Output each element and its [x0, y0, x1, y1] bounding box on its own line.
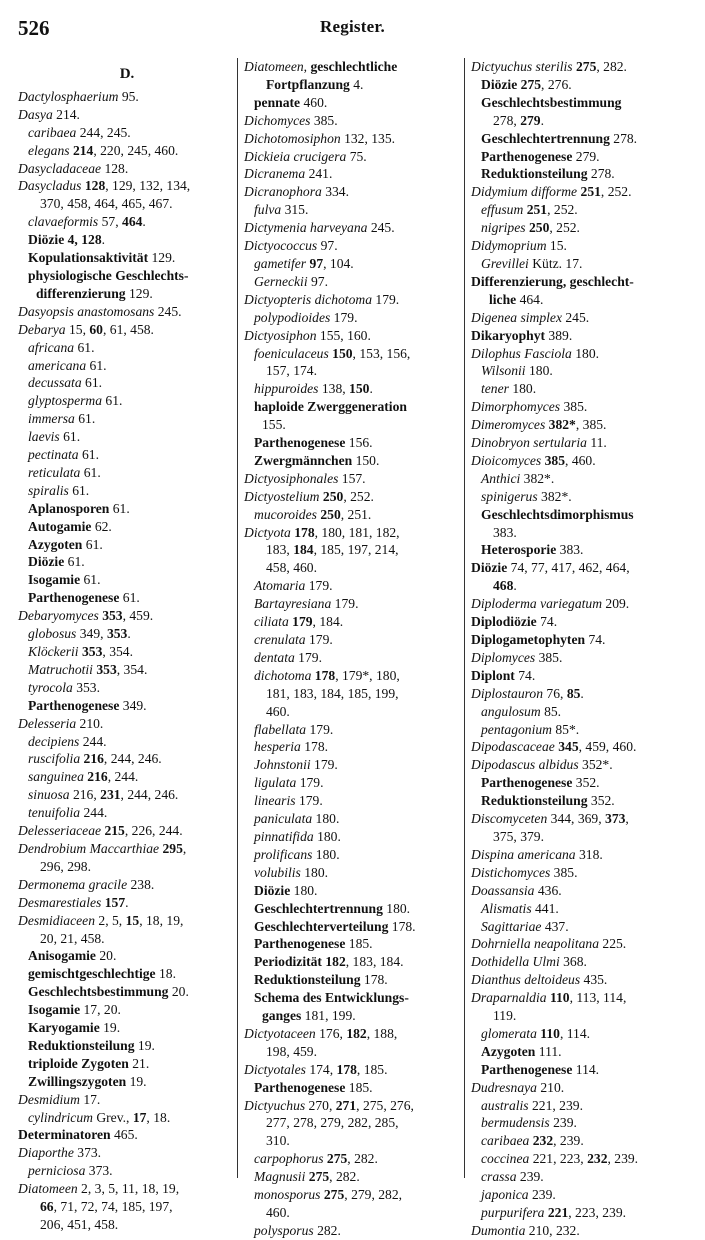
index-entry: Wilsonii 180.: [481, 363, 553, 379]
index-entry: effusum 251, 252.: [481, 202, 578, 218]
index-entry: Diaporthe 373.: [18, 1145, 102, 1161]
index-entry: Discomyceten 344, 369, 373,: [471, 811, 629, 827]
index-entry: gametifer 97, 104.: [254, 255, 354, 271]
index-entry: decipiens 244.: [28, 733, 107, 749]
index-entry: Reduktionsteilung 19.: [28, 1037, 155, 1053]
index-entry: purpurifera 221, 223, 239.: [481, 1205, 627, 1220]
index-entry: spiralis 61.: [28, 482, 90, 498]
index-entry: Determinatoren 465.: [18, 1127, 138, 1143]
index-entry: Parthenogenese 279.: [481, 148, 600, 164]
index-entry: Geschlechtertrennung 180.: [254, 900, 411, 916]
index-entry: Dermonema gracile 238.: [18, 876, 155, 892]
index-entry: Gerneckii 97.: [254, 273, 328, 289]
index-entry: gemischtgeschlechtige 18.: [28, 966, 176, 982]
index-entry: ciliata 179, 184.: [254, 614, 344, 630]
index-entry: Parthenogenese 156.: [254, 435, 373, 451]
index-entry: pennate 460.: [254, 94, 328, 110]
index-entry: mucoroides 250, 251.: [254, 506, 372, 522]
index-entry: Grevillei Kütz. 17.: [481, 255, 583, 271]
index-entry: Dictyuchus 270, 271, 275, 276,: [244, 1097, 414, 1113]
index-entry: caribaea 244, 245.: [28, 124, 131, 140]
index-entry: 277, 278, 279, 282, 285,: [266, 1115, 399, 1131]
index-entry: Geschlechterverteilung 178.: [254, 918, 416, 934]
index-entry: Klöckerii 353, 354.: [28, 644, 133, 659]
index-entry: Geschlechtertrennung 278.: [481, 130, 638, 146]
index-entry: Dasycladaceae 128.: [18, 160, 129, 176]
index-entry: haploide Zwerggeneration: [254, 399, 407, 415]
index-entry: Zwillingszygoten 19.: [28, 1073, 147, 1089]
index-entry: prolificans 180.: [254, 846, 340, 862]
index-entry: Dictyotaceen 176, 182, 188,: [244, 1025, 398, 1041]
index-entry: Dohrniella neapolitana 225.: [471, 936, 627, 952]
index-entry: angulosum 85.: [481, 703, 562, 719]
index-entry: Doassansia 436.: [471, 882, 562, 898]
index-entry: 181, 183, 184, 185, 199,: [266, 685, 399, 701]
index-entry: polysporus 282.: [254, 1222, 341, 1238]
index-entry: hesperia 178.: [254, 739, 329, 755]
index-entry: Diözie 180.: [254, 882, 318, 898]
index-entry: Fortpflanzung 4.: [266, 76, 364, 92]
index-entry: cylindricum Grev., 17, 18.: [28, 1109, 171, 1125]
index-entry: foeniculaceus 150, 153, 156,: [254, 345, 411, 361]
index-entry: Isogamie 17, 20.: [28, 1002, 121, 1018]
index-entry: Dimorphomyces 385.: [471, 399, 588, 415]
index-entry: americana 61.: [28, 357, 107, 373]
index-entry: nigripes 250, 252.: [481, 220, 580, 236]
index-entry: Dichomyces 385.: [244, 112, 338, 128]
index-entry: 66, 71, 72, 74, 185, 197,: [40, 1199, 173, 1215]
page-header: [0, 0, 705, 48]
index-entry: Dactylosphaerium 95.: [18, 88, 139, 104]
index-entry: 278, 279.: [493, 112, 544, 128]
index-entry: crenulata 179.: [254, 632, 333, 647]
index-entry: 458, 460.: [266, 560, 317, 576]
section-letter: D.: [119, 66, 135, 82]
index-entry: volubilis 180.: [254, 864, 329, 880]
index-entry: Dioicomyces 385, 460.: [471, 452, 596, 468]
index-entry: Isogamie 61.: [28, 572, 101, 588]
index-entry: tyrocola 353.: [28, 679, 100, 695]
index-entry: Delesseria 210.: [18, 715, 104, 731]
index-entry: Diplont 74.: [471, 667, 536, 683]
running-head: Register.: [320, 17, 385, 36]
index-entry: Desmarestiales 157.: [18, 894, 129, 910]
index-entry: Dictyosiphonales 157.: [244, 470, 366, 486]
index-entry: Draparnaldia 110, 113, 114,: [471, 990, 627, 1006]
index-entry: hippuroides 138, 150.: [254, 381, 373, 397]
index-entry: Azygoten 61.: [28, 536, 103, 552]
index-entry: Geschlechtsdimorphismus: [481, 506, 634, 522]
index-entry: 460.: [266, 1205, 290, 1220]
index-entry: flabellata 179.: [254, 721, 334, 737]
index-entry: Dicranema 241.: [244, 166, 333, 182]
index-entry: Alismatis 441.: [481, 900, 559, 916]
index-entry: linearis 179.: [254, 793, 323, 809]
index-entry: Dasycladus 128, 129, 132, 134,: [18, 178, 191, 194]
index-entry: Dicranophora 334.: [244, 184, 349, 200]
index-entry: Schema des Entwicklungs-: [254, 990, 409, 1006]
index-entry: crassa 239.: [481, 1169, 544, 1185]
index-entry: 206, 451, 458.: [40, 1217, 119, 1232]
index-entry: australis 221, 239.: [481, 1097, 583, 1113]
index-entry: Bartayresiana 179.: [254, 596, 359, 612]
index-entry: Dianthus deltoideus 435.: [471, 972, 608, 988]
index-entry: globosus 349, 353.: [28, 626, 131, 642]
index-entry: tenuifolia 244.: [28, 805, 108, 821]
index-entry: differenzierung 129.: [36, 285, 153, 301]
index-entry: Dispina americana 318.: [471, 846, 603, 862]
index-entry: caribaea 232, 239.: [481, 1133, 584, 1149]
index-entry: perniciosa 373.: [28, 1163, 113, 1179]
index-entry: 296, 298.: [40, 858, 91, 874]
index-entry: Diplogametophyten 74.: [471, 632, 606, 647]
index-entry: Dikaryophyt 389.: [471, 327, 573, 343]
index-entry: ganges 181, 199.: [262, 1008, 356, 1024]
index-entry: Dictymenia harveyana 245.: [244, 220, 395, 236]
index-entry: Diözie 275, 276.: [481, 76, 572, 92]
index-entry: Diözie 4, 128.: [28, 232, 106, 248]
index-entry: Dictyota 178, 180, 181, 182,: [244, 524, 400, 540]
index-entry: Dumontia 210, 232.: [471, 1222, 580, 1238]
index-entry: Dothidella Ulmi 368.: [471, 954, 587, 970]
index-entry: paniculata 180.: [254, 811, 340, 827]
index-entry: Diplomyces 385.: [471, 649, 563, 665]
index-entry: Diatomeen, geschlechtliche: [244, 59, 398, 74]
index-entry: Distichomyces 385.: [471, 864, 578, 880]
index-entry: Anthici 382*.: [481, 470, 555, 486]
index-entry: 468.: [493, 578, 517, 594]
index-entry: elegans 214, 220, 245, 460.: [28, 142, 179, 158]
index-entry: pentagonium 85*.: [481, 721, 580, 737]
index-entry: immersa 61.: [28, 411, 96, 427]
index-entry: ligulata 179.: [254, 775, 324, 791]
index-column-2: [244, 58, 464, 1240]
index-entry: Didymium difforme 251, 252.: [471, 184, 632, 200]
index-entry: Dictyococcus 97.: [244, 238, 338, 254]
index-entry: 198, 459.: [266, 1043, 317, 1059]
index-entry: Diatomeen 2, 3, 5, 11, 18, 19,: [18, 1181, 180, 1197]
index-entry: physiologische Geschlechts-: [28, 267, 189, 283]
column-divider: [464, 58, 465, 1178]
index-entry: dichotoma 178, 179*, 180,: [254, 667, 400, 683]
index-entry: Parthenogenese 352.: [481, 775, 600, 791]
index-entry: Dinobryon sertularia 11.: [471, 435, 607, 451]
index-entry: Periodizität 182, 183, 184.: [254, 954, 404, 970]
index-entry: Dasya 214.: [18, 106, 80, 122]
index-entry: 183, 184, 185, 197, 214,: [266, 542, 399, 558]
index-entry: Heterosporie 383.: [481, 542, 584, 558]
index-entry: carpophorus 275, 282.: [254, 1151, 378, 1167]
index-entry: 157, 174.: [266, 363, 317, 379]
index-entry: pectinata 61.: [28, 447, 99, 463]
index-entry: sanguinea 216, 244.: [28, 769, 139, 785]
index-entry: Delesseriaceae 215, 226, 244.: [18, 823, 183, 839]
index-entry: reticulata 61.: [28, 464, 101, 480]
index-entry: pinnatifida 180.: [254, 828, 341, 844]
index-entry: Zwergmännchen 150.: [254, 452, 380, 468]
index-entry: Parthenogenese 185.: [254, 936, 373, 952]
index-entry: Geschlechtsbestimmung 20.: [28, 984, 189, 1000]
index-entry: Autogamie 62.: [28, 518, 112, 534]
index-entry: Dasyopsis anastomosans 245.: [18, 303, 182, 319]
index-entry: Azygoten 111.: [481, 1043, 562, 1059]
index-entry: clavaeformis 57, 464.: [28, 214, 146, 230]
index-entry: Johnstonii 179.: [254, 757, 338, 773]
index-entry: Diözie 61.: [28, 554, 85, 570]
index-entry: monosporus 275, 279, 282,: [254, 1187, 403, 1203]
index-entry: tener 180.: [481, 381, 537, 397]
index-entry: Digenea simplex 245.: [471, 309, 590, 325]
index-entry: 310.: [266, 1133, 290, 1149]
index-entry: 383.: [493, 524, 517, 540]
index-entry: Dictyopteris dichotoma 179.: [244, 291, 400, 307]
index-entry: japonica 239.: [481, 1187, 556, 1203]
index-entry: Diplodiözie 74.: [471, 614, 558, 630]
page-number: 526: [18, 16, 50, 40]
index-entry: Dictyuchus sterilis 275, 282.: [471, 59, 627, 74]
index-entry: coccinea 221, 223, 232, 239.: [481, 1151, 639, 1167]
index-entry: Debaryomyces 353, 459.: [18, 608, 154, 624]
index-entry: Sagittariae 437.: [481, 918, 569, 934]
index-entry: 155.: [262, 417, 286, 433]
index-entry: triploide Zygoten 21.: [28, 1055, 150, 1071]
index-entry: sinuosa 216, 231, 244, 246.: [28, 787, 179, 803]
index-entry: Dichotomosiphon 132, 135.: [244, 130, 396, 146]
index-entry: Parthenogenese 349.: [28, 697, 147, 713]
index-entry: africana 61.: [28, 339, 95, 355]
index-entry: Parthenogenese 114.: [481, 1061, 600, 1077]
index-column-1: [18, 66, 236, 1234]
index-entry: polypodioides 179.: [254, 309, 358, 325]
index-entry: 119.: [493, 1008, 517, 1024]
index-entry: Reduktionsteilung 178.: [254, 972, 388, 988]
index-entry: Reduktionsteilung 278.: [481, 166, 615, 182]
index-entry: Dickieia crucigera 75.: [244, 148, 367, 164]
index-entry: Dipodascus albidus 352*.: [471, 757, 613, 773]
index-entry: Anisogamie 20.: [28, 948, 117, 964]
index-entry: spinigerus 382*.: [481, 488, 572, 504]
index-entry: Dipodascaceae 345, 459, 460.: [471, 739, 637, 755]
index-entry: Differenzierung, geschlecht-: [471, 273, 634, 289]
index-entry: 375, 379.: [493, 828, 544, 844]
index-entry: Dendrobium Maccarthiae 295,: [18, 840, 187, 856]
index-entry: dentata 179.: [254, 649, 322, 665]
index-entry: bermudensis 239.: [481, 1115, 577, 1131]
index-entry: Diploderma variegatum 209.: [471, 596, 630, 612]
index-entry: Matruchotii 353, 354.: [28, 661, 148, 677]
index-entry: Debarya 15, 60, 61, 458.: [18, 321, 154, 337]
index-entry: ruscifolia 216, 244, 246.: [28, 751, 162, 767]
index-entry: Desmidium 17.: [18, 1091, 101, 1107]
index-entry: Kopulationsaktivität 129.: [28, 250, 176, 266]
index-entry: Dilophus Fasciola 180.: [471, 345, 600, 361]
index-entry: Magnusii 275, 282.: [254, 1169, 360, 1185]
index-entry: Aplanosporen 61.: [28, 500, 130, 516]
index-entry: decussata 61.: [28, 375, 103, 391]
index-entry: Dictyotales 174, 178, 185.: [244, 1061, 388, 1077]
index-entry: Desmidiaceen 2, 5, 15, 18, 19,: [18, 912, 184, 928]
index-entry: Geschlechtsbestimmung: [481, 94, 622, 110]
index-entry: 20, 21, 458.: [40, 930, 105, 946]
index-entry: Dudresnaya 210.: [471, 1079, 565, 1095]
index-entry: Parthenogenese 185.: [254, 1079, 373, 1095]
index-entry: Diözie 74, 77, 417, 462, 464,: [471, 560, 630, 576]
index-entry: fulva 315.: [254, 202, 309, 218]
index-entry: 370, 458, 464, 465, 467.: [40, 196, 173, 212]
index-entry: liche 464.: [489, 291, 544, 307]
index-entry: Atomaria 179.: [254, 578, 333, 594]
index-entry: Karyogamie 19.: [28, 1020, 121, 1036]
index-entry: glyptosperma 61.: [28, 393, 123, 409]
index-entry: Reduktionsteilung 352.: [481, 793, 615, 809]
index-entry: Parthenogenese 61.: [28, 590, 140, 606]
index-entry: laevis 61.: [28, 429, 81, 445]
index-entry: Diplostauron 76, 85.: [471, 685, 584, 701]
index-entry: Dimeromyces 382*, 385.: [471, 417, 607, 433]
index-column-3: [471, 58, 691, 1240]
index-entry: 460.: [266, 703, 290, 719]
index-entry: Dictyostelium 250, 252.: [244, 488, 374, 504]
index-entry: Didymoprium 15.: [471, 238, 567, 254]
index-entry: Dictyosiphon 155, 160.: [244, 327, 371, 343]
index-entry: glomerata 110, 114.: [481, 1025, 591, 1041]
column-divider: [237, 58, 238, 1178]
